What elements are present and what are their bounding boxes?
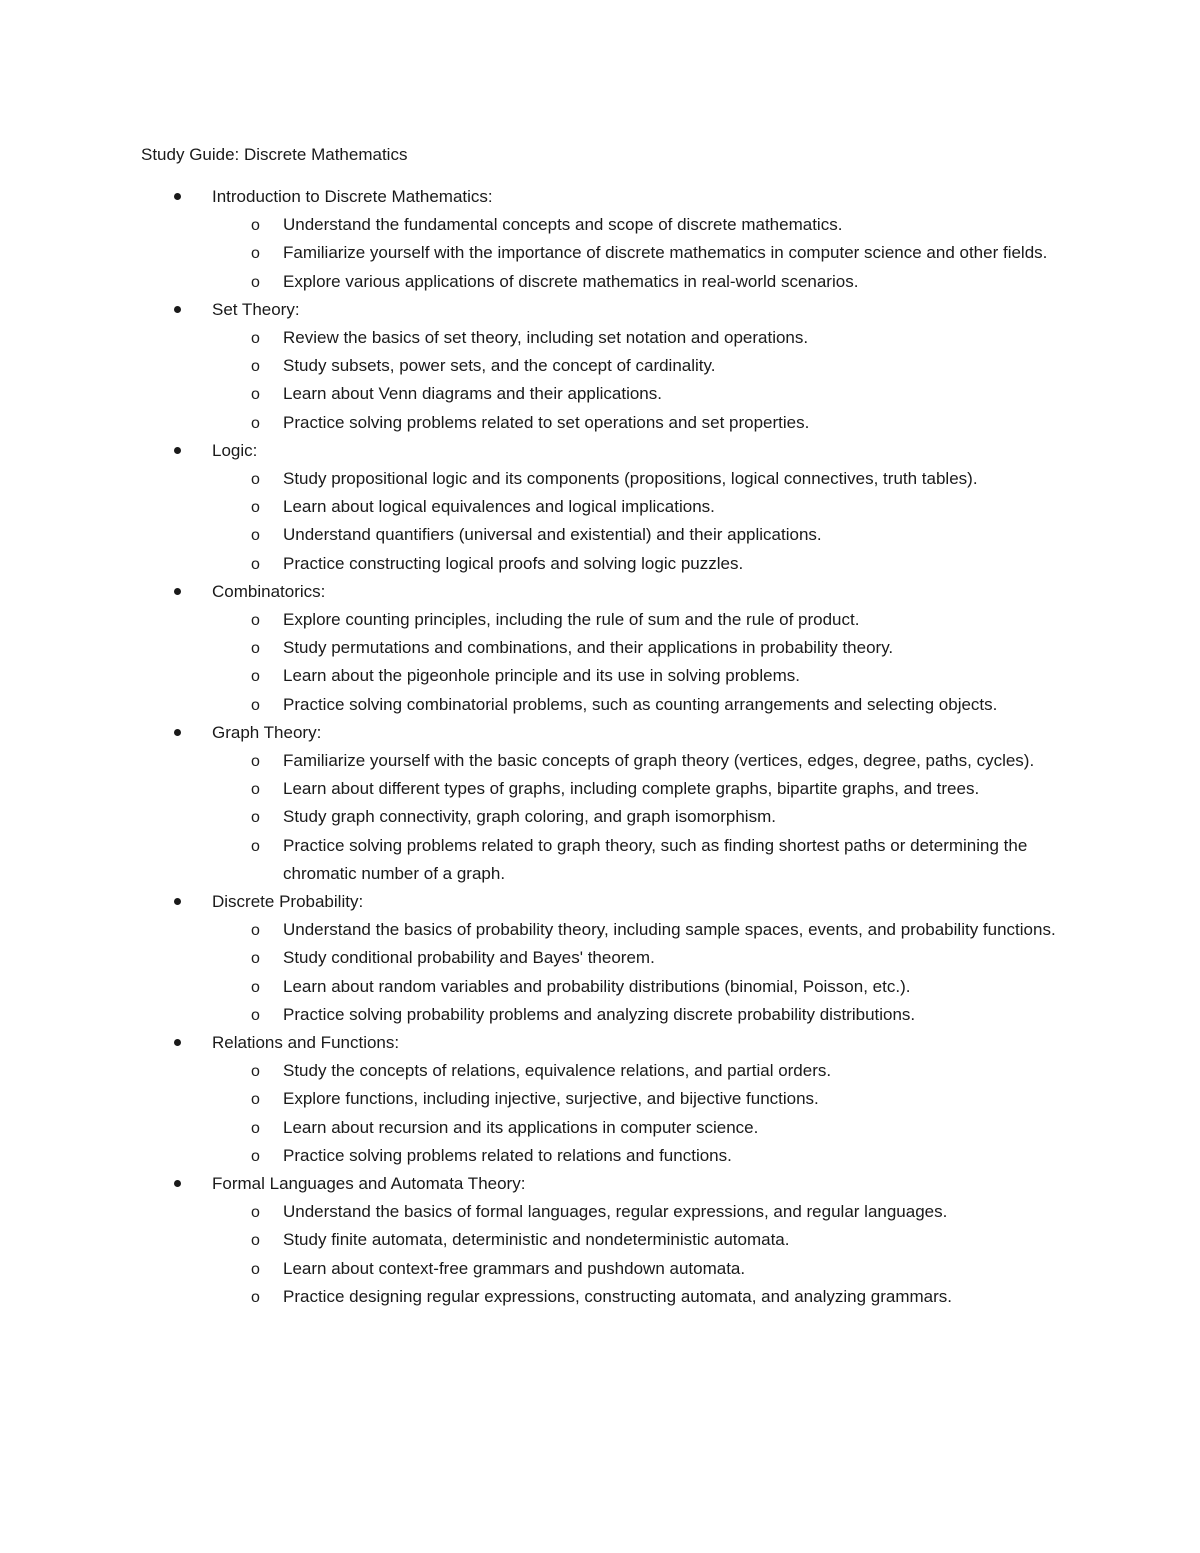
sub-item-list (0, 747, 1200, 888)
bullet-icon (174, 729, 181, 736)
section-heading-row (0, 437, 1200, 465)
sub-item (0, 944, 1068, 972)
sub-item-text: Learn about context-free grammars and pushdown automata. (283, 1258, 746, 1278)
sub-item-text: Practice solving problems related to set operations and set properties. (283, 412, 810, 432)
sub-item-text: Review the basics of set theory, including set notation and operations. (283, 327, 809, 347)
circle-marker-icon: o (251, 950, 260, 968)
sub-item (0, 465, 1068, 493)
circle-marker-icon: o (251, 809, 260, 827)
circle-marker-icon: o (251, 245, 260, 263)
section-heading: Combinatorics: (212, 581, 326, 601)
section-heading: Graph Theory: (212, 722, 322, 742)
sub-item (0, 662, 1068, 690)
sub-item (0, 1114, 1068, 1142)
sub-item (0, 239, 1068, 267)
sub-item (0, 775, 1068, 803)
sub-item-list (0, 324, 1200, 437)
circle-marker-icon: o (251, 1091, 260, 1109)
sub-item-list (0, 916, 1200, 1029)
sub-item-text: Study graph connectivity, graph coloring, and graph isomorphism. (283, 807, 776, 827)
circle-marker-icon: o (251, 978, 260, 996)
sub-item (0, 832, 1068, 888)
circle-marker-icon: o (251, 329, 260, 347)
sub-item (0, 380, 1068, 408)
sub-item (0, 1255, 1068, 1283)
circle-marker-icon: o (251, 386, 260, 404)
section-heading-row (0, 719, 1200, 747)
section-heading-row (0, 578, 1200, 606)
section-heading: Logic: (212, 440, 258, 460)
sub-item-text: Understand the basics of probability theory, including sample spaces, events, and probability functions. (283, 920, 1056, 940)
sub-item (0, 634, 1068, 662)
circle-marker-icon: o (251, 837, 260, 855)
sub-item-text: Study finite automata, deterministic and nondeterministic automata. (283, 1230, 790, 1250)
section-heading: Set Theory: (212, 299, 300, 319)
circle-marker-icon: o (251, 640, 260, 658)
sub-item (0, 691, 1068, 719)
section-heading-row (0, 888, 1200, 916)
sub-item-text: Learn about random variables and probability distributions (binomial, Poisson, etc.). (283, 976, 911, 996)
sub-item (0, 1226, 1068, 1254)
sub-item (0, 916, 1068, 944)
sub-item-text: Learn about Venn diagrams and their applications. (283, 384, 662, 404)
outline-section (0, 719, 1200, 888)
sub-item (0, 803, 1068, 831)
sub-item (0, 1057, 1068, 1085)
circle-marker-icon: o (251, 1119, 260, 1137)
sub-item (0, 324, 1068, 352)
sub-item (0, 747, 1068, 775)
sub-item (0, 521, 1068, 549)
outline-section (0, 437, 1200, 578)
circle-marker-icon: o (251, 470, 260, 488)
sub-item (0, 973, 1068, 1001)
sub-item-text: Study propositional logic and its components (propositions, logical connectives, truth tables). (283, 468, 978, 488)
outline-section (0, 578, 1200, 719)
sub-item-text: Familiarize yourself with the importance of discrete mathematics in computer science and other fields. (283, 243, 1048, 263)
outline-section (0, 296, 1200, 437)
bullet-icon (174, 1180, 181, 1187)
bullet-icon (174, 588, 181, 595)
outline-section (0, 1029, 1200, 1170)
circle-marker-icon: o (251, 273, 260, 291)
circle-marker-icon: o (251, 1006, 260, 1024)
sub-item-text: Practice designing regular expressions, constructing automata, and analyzing grammars. (283, 1286, 953, 1306)
sub-item-text: Practice solving problems related to graph theory, such as finding shortest paths or determining the chromatic number of a graph. (283, 835, 1028, 883)
sub-item-text: Explore counting principles, including the rule of sum and the rule of product. (283, 609, 860, 629)
sub-item (0, 1283, 1068, 1311)
sub-item-list (0, 1198, 1200, 1311)
sub-item-text: Understand the fundamental concepts and scope of discrete mathematics. (283, 215, 843, 235)
sub-item-list (0, 211, 1200, 296)
circle-marker-icon: o (251, 668, 260, 686)
section-heading: Introduction to Discrete Mathematics: (212, 187, 493, 206)
bullet-icon (174, 193, 181, 200)
topic-outline (0, 183, 1200, 1311)
sub-item-text: Learn about the pigeonhole principle and its use in solving problems. (283, 666, 800, 686)
circle-marker-icon: o (251, 1232, 260, 1250)
sub-item-text: Practice solving probability problems and analyzing discrete probability distributions. (283, 1004, 916, 1024)
circle-marker-icon: o (251, 752, 260, 770)
sub-item-text: Learn about recursion and its applications in computer science. (283, 1117, 759, 1137)
section-heading-row (0, 1029, 1200, 1057)
section-heading: Discrete Probability: (212, 892, 364, 911)
circle-marker-icon: o (251, 696, 260, 714)
sub-item (0, 268, 1068, 296)
section-heading: Formal Languages and Automata Theory: (212, 1174, 526, 1193)
section-heading-row (0, 183, 1200, 211)
sub-item-text: Explore various applications of discrete mathematics in real-world scenarios. (283, 271, 859, 291)
bullet-icon (174, 898, 181, 905)
bullet-icon (174, 447, 181, 454)
outline-section (0, 1170, 1200, 1311)
sub-item-list (0, 465, 1200, 578)
circle-marker-icon: o (251, 527, 260, 545)
circle-marker-icon: o (251, 781, 260, 799)
circle-marker-icon: o (251, 1147, 260, 1165)
bullet-icon (174, 1039, 181, 1046)
sub-item (0, 550, 1068, 578)
sub-item (0, 493, 1068, 521)
outline-section (0, 888, 1200, 1029)
circle-marker-icon: o (251, 555, 260, 573)
circle-marker-icon: o (251, 1204, 260, 1222)
sub-item-text: Learn about different types of graphs, including complete graphs, bipartite graphs, and trees. (283, 779, 980, 799)
sub-item (0, 606, 1068, 634)
sub-item (0, 1085, 1068, 1113)
sub-item-text: Familiarize yourself with the basic concepts of graph theory (vertices, edges, degree, paths, cycles). (283, 750, 1035, 770)
sub-item (0, 1198, 1068, 1226)
sub-item-text: Learn about logical equivalences and logical implications. (283, 497, 715, 517)
sub-item-text: Practice solving combinatorial problems, such as counting arrangements and selecting objects. (283, 694, 998, 714)
section-heading-row (0, 296, 1200, 324)
sub-item (0, 1142, 1068, 1170)
sub-item-text: Explore functions, including injective, surjective, and bijective functions. (283, 1089, 819, 1109)
sub-item-text: Study subsets, power sets, and the concept of cardinality. (283, 356, 716, 376)
circle-marker-icon: o (251, 1260, 260, 1278)
sub-item-text: Understand quantifiers (universal and existential) and their applications. (283, 525, 822, 545)
sub-item-text: Study the concepts of relations, equivalence relations, and partial orders. (283, 1061, 832, 1081)
sub-item (0, 409, 1068, 437)
sub-item-text: Practice constructing logical proofs and solving logic puzzles. (283, 553, 744, 573)
circle-marker-icon: o (251, 499, 260, 517)
section-heading-row (0, 1170, 1200, 1198)
sub-item-list (0, 606, 1200, 719)
circle-marker-icon: o (251, 922, 260, 940)
bullet-icon (174, 306, 181, 313)
circle-marker-icon: o (251, 414, 260, 432)
circle-marker-icon: o (251, 358, 260, 376)
sub-item-text: Study conditional probability and Bayes' theorem. (283, 948, 655, 968)
sub-item-text: Understand the basics of formal languages, regular expressions, and regular languages. (283, 1202, 948, 1222)
outline-section (0, 183, 1200, 296)
sub-item (0, 211, 1068, 239)
sub-item-list (0, 1057, 1200, 1170)
circle-marker-icon: o (251, 611, 260, 629)
circle-marker-icon: o (251, 217, 260, 235)
circle-marker-icon: o (251, 1288, 260, 1306)
sub-item-text: Study permutations and combinations, and their applications in probability theory. (283, 638, 894, 658)
section-heading: Relations and Functions: (212, 1033, 400, 1052)
document-title: Study Guide: Discrete Mathematics (141, 145, 408, 164)
circle-marker-icon: o (251, 1063, 260, 1081)
sub-item-text: Practice solving problems related to relations and functions. (283, 1145, 732, 1165)
sub-item (0, 1001, 1068, 1029)
sub-item (0, 352, 1068, 380)
